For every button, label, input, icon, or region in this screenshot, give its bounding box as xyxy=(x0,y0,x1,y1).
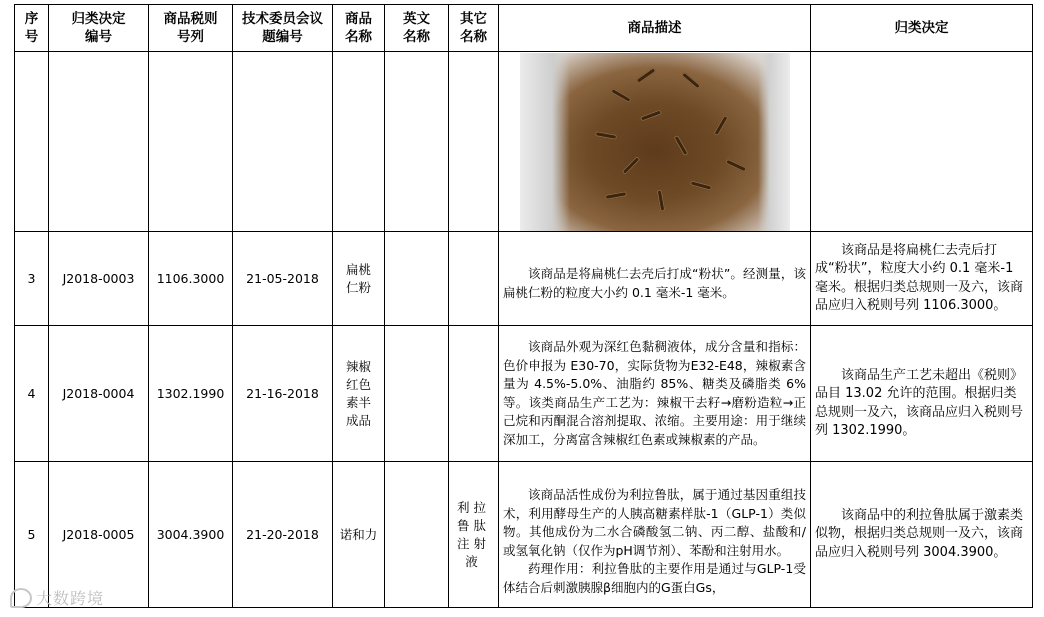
cell-empty xyxy=(49,52,149,232)
cell-empty xyxy=(811,52,1033,232)
cell-empty xyxy=(333,52,385,232)
table-row xyxy=(15,462,1033,608)
watermark xyxy=(10,586,104,609)
dried-insects-photo xyxy=(520,53,790,231)
cell-empty xyxy=(385,52,449,232)
classification-table xyxy=(14,4,1033,608)
cell-decision: 该商品生产工艺未超出《税则》品目 13.02 允许的范围。根据归类总规则一及六，该商品应归入税则号列 1302.1990。 xyxy=(811,326,1033,462)
cell-other-name xyxy=(449,232,499,326)
header-english-name: 英文名称 xyxy=(385,5,449,52)
cell-tariff-no: 3004.3900 xyxy=(149,462,233,608)
cell-empty xyxy=(233,52,333,232)
cell-committee-no: 21-16-2018 xyxy=(233,326,333,462)
cell-seq: 5 xyxy=(15,462,49,608)
watermark-logo-icon xyxy=(10,588,32,608)
cell-description: 该商品活性成份为利拉鲁肽，属于通过基因重组技术，利用酵母生产的人胰高糖素样肽-1（GLP-1）类似物。其他成份为二水合磷酸氢二钠、丙二醇、盐酸和/或氢氧化钠（仅作为pH调节剂）、苯酚和注射用水。 药理作用：利拉鲁肽的主要作用是通过与GLP-1受体结合后刺激胰腺β细胞内的G蛋白Gs， xyxy=(499,462,811,608)
header-seq: 序号 xyxy=(15,5,49,52)
cell-empty xyxy=(15,52,49,232)
header-row xyxy=(15,5,1033,52)
cell-english-name xyxy=(385,462,449,608)
cell-decision-no: J2018-0003 xyxy=(49,232,149,326)
table-row xyxy=(15,326,1033,462)
header-decision-no: 归类决定编号 xyxy=(49,5,149,52)
cell-description-photo xyxy=(499,52,811,232)
header-decision: 归类决定 xyxy=(811,5,1033,52)
header-committee-no: 技术委员会议题编号 xyxy=(233,5,333,52)
cell-seq: 3 xyxy=(15,232,49,326)
cell-description: 该商品是将扁桃仁去壳后打成“粉状”。经测量，该扁桃仁粉的粒度大小约 0.1 毫米-1 毫米。 xyxy=(499,232,811,326)
cell-decision: 该商品是将扁桃仁去壳后打成“粉状”，粒度大小约 0.1 毫米-1 毫米。根据归类总规则一及六，该商品应归入税则号列 1106.3000。 xyxy=(811,232,1033,326)
cell-english-name xyxy=(385,232,449,326)
cell-empty xyxy=(449,52,499,232)
cell-seq: 4 xyxy=(15,326,49,462)
cell-other-name xyxy=(449,326,499,462)
header-other-name: 其它名称 xyxy=(449,5,499,52)
table-row xyxy=(15,52,1033,232)
cell-committee-no: 21-05-2018 xyxy=(233,232,333,326)
cell-product-name: 扁桃仁粉 xyxy=(333,232,385,326)
header-description: 商品描述 xyxy=(499,5,811,52)
header-product-name: 商品名称 xyxy=(333,5,385,52)
header-tariff-no: 商品税则号列 xyxy=(149,5,233,52)
cell-decision-no: J2018-0005 xyxy=(49,462,149,608)
cell-description: 该商品外观为深红色黏稠液体，成分含量和指标：色价申报为 E30-70，实际货物为E32-E48，辣椒素含量为 4.5%-5.0%、油脂约 85%、糖类及磷脂类 6%等。该类商品生产工艺为：辣椒干去籽→磨粉造粒→正己烷和丙酮混合溶剂提取、浓缩。主要用途：用于继续深加工，分离富含辣椒红色素或辣椒素的产品。 xyxy=(499,326,811,462)
cell-product-name: 诺和力 xyxy=(333,462,385,608)
cell-english-name xyxy=(385,326,449,462)
cell-other-name: 利拉鲁肽注射液 xyxy=(449,462,499,608)
cell-tariff-no: 1106.3000 xyxy=(149,232,233,326)
cell-decision-no: J2018-0004 xyxy=(49,326,149,462)
cell-committee-no: 21-20-2018 xyxy=(233,462,333,608)
cell-tariff-no: 1302.1990 xyxy=(149,326,233,462)
table-row xyxy=(15,232,1033,326)
watermark-text: 大数跨境 xyxy=(36,589,105,608)
cell-product-name: 辣椒红色素半成品 xyxy=(333,326,385,462)
cell-decision: 该商品中的利拉鲁肽属于激素类似物，根据归类总规则一及六，该商品应归入税则号列 3004.3900。 xyxy=(811,462,1033,608)
cell-empty xyxy=(149,52,233,232)
